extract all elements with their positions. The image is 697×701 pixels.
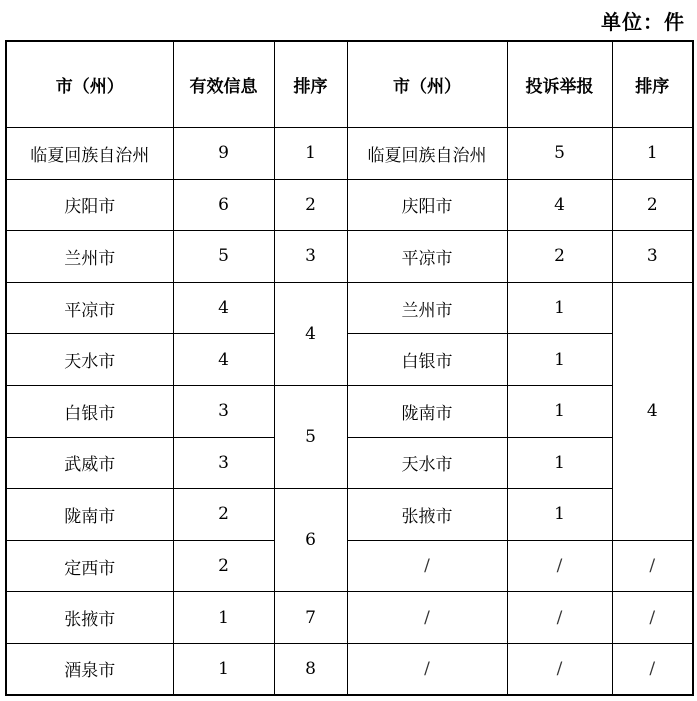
- header-rank-left: 排序: [274, 41, 347, 128]
- left-city: 兰州市: [6, 231, 173, 283]
- table-row: [6, 643, 693, 695]
- left-count: 1: [173, 643, 274, 695]
- right-city: 白银市: [347, 334, 507, 386]
- header-city-left: 市（州）: [6, 41, 173, 128]
- left-rank: 2: [274, 179, 347, 231]
- table-row: [6, 385, 693, 437]
- table-row: [6, 489, 693, 541]
- table-row: [6, 231, 693, 283]
- left-count: 4: [173, 334, 274, 386]
- left-count: 3: [173, 437, 274, 489]
- right-count: 1: [507, 385, 612, 437]
- left-city: 张掖市: [6, 592, 173, 644]
- right-count: 1: [507, 334, 612, 386]
- table-row: [6, 540, 693, 592]
- right-count: 2: [507, 231, 612, 283]
- right-city: 张掖市: [347, 489, 507, 541]
- right-count: 1: [507, 489, 612, 541]
- left-city: 白银市: [6, 385, 173, 437]
- empty-mark: /: [612, 540, 693, 592]
- right-city: 陇南市: [347, 385, 507, 437]
- left-count: 5: [173, 231, 274, 283]
- left-count: 2: [173, 540, 274, 592]
- empty-mark: /: [507, 540, 612, 592]
- unit-label: 单位：件: [601, 10, 685, 34]
- table-row: [6, 592, 693, 644]
- table-row: [6, 437, 693, 489]
- left-city: 天水市: [6, 334, 173, 386]
- left-count: 2: [173, 489, 274, 541]
- left-rank: 7: [274, 592, 347, 644]
- left-city: 陇南市: [6, 489, 173, 541]
- header-city-right: 市（州）: [347, 41, 507, 128]
- table-row: [6, 128, 693, 180]
- left-count: 4: [173, 282, 274, 334]
- empty-mark: /: [347, 643, 507, 695]
- left-count: 3: [173, 385, 274, 437]
- left-count: 1: [173, 592, 274, 644]
- statistics-table: [5, 40, 694, 696]
- left-city: 武威市: [6, 437, 173, 489]
- left-city: 庆阳市: [6, 179, 173, 231]
- header-valid-info: 有效信息: [173, 41, 274, 128]
- table-row: [6, 179, 693, 231]
- right-city: 庆阳市: [347, 179, 507, 231]
- empty-mark: /: [347, 540, 507, 592]
- header-row: [6, 41, 693, 128]
- header-rank-right: 排序: [612, 41, 693, 128]
- left-city: 平凉市: [6, 282, 173, 334]
- right-city: 兰州市: [347, 282, 507, 334]
- right-rank: 4: [612, 282, 693, 540]
- empty-mark: /: [612, 643, 693, 695]
- left-rank: 4: [274, 282, 347, 385]
- left-rank: 5: [274, 385, 347, 488]
- right-rank: 3: [612, 231, 693, 283]
- right-count: 1: [507, 437, 612, 489]
- left-count: 9: [173, 128, 274, 180]
- left-city: 酒泉市: [6, 643, 173, 695]
- right-rank: 1: [612, 128, 693, 180]
- right-count: 1: [507, 282, 612, 334]
- left-rank: 3: [274, 231, 347, 283]
- right-city: 天水市: [347, 437, 507, 489]
- table-row: [6, 282, 693, 334]
- table-row: [6, 334, 693, 386]
- empty-mark: /: [612, 592, 693, 644]
- right-count: 5: [507, 128, 612, 180]
- empty-mark: /: [507, 592, 612, 644]
- left-rank: 6: [274, 489, 347, 592]
- empty-mark: /: [507, 643, 612, 695]
- right-city: 平凉市: [347, 231, 507, 283]
- right-count: 4: [507, 179, 612, 231]
- left-rank: 8: [274, 643, 347, 695]
- right-city: 临夏回族自治州: [347, 128, 507, 180]
- left-city: 定西市: [6, 540, 173, 592]
- empty-mark: /: [347, 592, 507, 644]
- left-count: 6: [173, 179, 274, 231]
- left-rank: 1: [274, 128, 347, 180]
- right-rank: 2: [612, 179, 693, 231]
- left-city: 临夏回族自治州: [6, 128, 173, 180]
- header-complaints: 投诉举报: [507, 41, 612, 128]
